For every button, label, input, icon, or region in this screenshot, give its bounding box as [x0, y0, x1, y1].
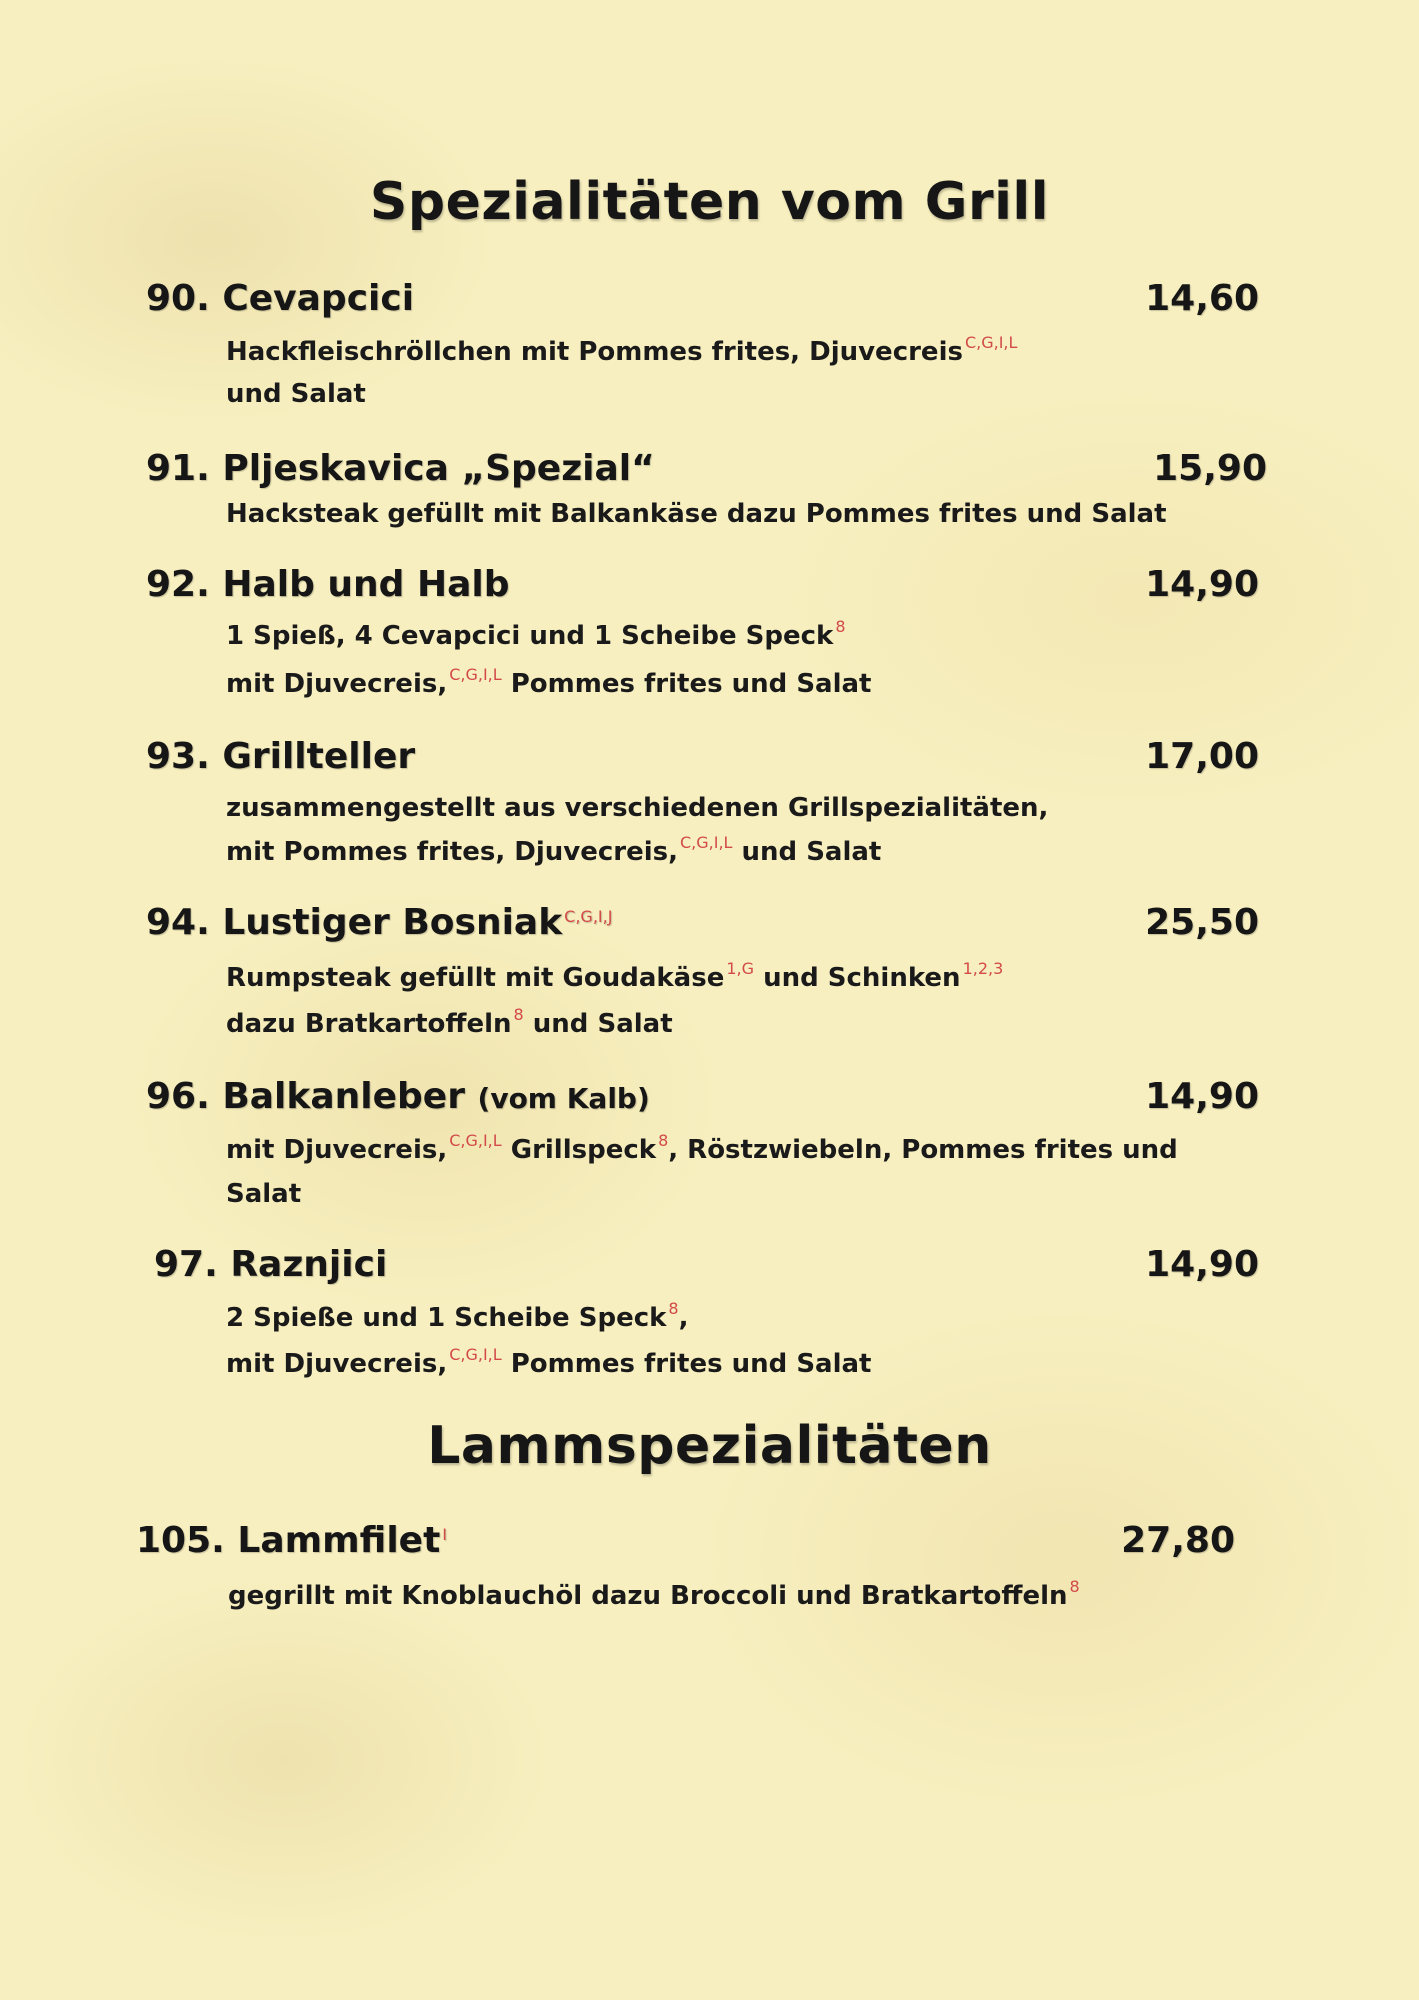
menu-item-96-desc-line1: mit Djuvecreis, $^{C,G,I,L}$ Grillspeck $^8$, Röstzwiebeln, Pommes frites und	[226, 1131, 1178, 1165]
allergen-code: 8	[513, 1005, 524, 1024]
allergen-code: C,G,I,L	[679, 833, 733, 852]
allergen-code: C,G,I,L	[964, 333, 1018, 352]
item-number: 96.	[146, 1076, 210, 1117]
menu-item-90-title	[146, 278, 414, 319]
menu-item-96-desc-line2: Salat	[226, 1179, 302, 1209]
menu-item-91-price: 15,90	[1153, 448, 1267, 489]
menu-item-93-desc-line2: mit Pommes frites, Djuvecreis, $^{C,G,I,L}$ und Salat	[226, 833, 882, 867]
item-name: Lustiger Bosniak	[222, 902, 563, 943]
allergen-code: C,G,I,J	[564, 907, 613, 926]
item-name-suffix: (vom Kalb)	[477, 1082, 650, 1115]
menu-item-97-desc-line1: 2 Spieße und 1 Scheibe Speck $^8$,	[226, 1299, 689, 1333]
item-number: 90.	[146, 278, 210, 319]
menu-item-94-price: 25,50	[1145, 902, 1259, 943]
menu-item-105-desc-line1: gegrillt mit Knoblauchöl dazu Broccoli und Bratkartoffeln $^8$	[228, 1577, 1080, 1611]
allergen-code: 1,2,3	[962, 959, 1004, 978]
item-name: Grillteller	[222, 736, 416, 777]
menu-item-94-title	[146, 902, 612, 943]
menu-item-93-price: 17,00	[1145, 736, 1259, 777]
item-name: Pljeskavica „Spezial“	[222, 448, 655, 489]
item-number: 97.	[154, 1244, 218, 1285]
section-heading-lamm: Lammspezialitäten	[427, 1416, 992, 1476]
item-name: Raznjici	[230, 1244, 388, 1285]
allergen-code: 1,G	[726, 959, 755, 978]
menu-item-97-price: 14,90	[1145, 1244, 1259, 1285]
allergen-code: 8	[1069, 1577, 1080, 1596]
item-number: 105.	[136, 1520, 225, 1561]
section-heading-grill: Spezialitäten vom Grill	[369, 172, 1050, 232]
allergen-code: C,G,I,L	[449, 1345, 502, 1364]
allergen-code: I	[442, 1525, 447, 1544]
menu-item-105-price: 27,80	[1121, 1520, 1235, 1561]
item-name: Lammfilet	[237, 1520, 441, 1561]
menu-item-94-desc-line1: Rumpsteak gefüllt mit Goudakäse $^{1,G}$ und Schinken $^{1,2,3}$	[226, 959, 1004, 993]
menu-item-90-price: 14,60	[1145, 278, 1259, 319]
menu-item-92-price: 14,90	[1145, 564, 1259, 605]
item-name: Halb und Halb	[222, 564, 510, 605]
item-number: 93.	[146, 736, 210, 777]
menu-item-92-desc-line1: 1 Spieß, 4 Cevapcici und 1 Scheibe Speck $^8$	[226, 617, 846, 651]
menu-item-90-desc-line2: und Salat	[226, 379, 366, 409]
menu-item-91-title	[146, 448, 655, 489]
allergen-code: 8	[668, 1299, 679, 1318]
item-number: 92.	[146, 564, 210, 605]
allergen-code: C,G,I,L	[449, 1131, 502, 1150]
menu-item-96-price: 14,90	[1145, 1076, 1259, 1117]
menu-item-96-title	[146, 1076, 650, 1117]
menu-item-97-title	[154, 1244, 387, 1285]
menu-item-93-desc-line1: zusammengestellt aus verschiedenen Grillspezialitäten,	[226, 793, 1049, 823]
menu-item-90-desc-line1: Hackfleischröllchen mit Pommes frites, Djuvecreis $^{C,G,I,L}$	[226, 333, 1018, 367]
item-number: 94.	[146, 902, 210, 943]
menu-item-91-desc-line1: Hacksteak gefüllt mit Balkankäse dazu Pommes frites und Salat	[226, 499, 1167, 529]
menu-item-105-title	[136, 1520, 447, 1561]
menu-item-93-title	[146, 736, 415, 777]
allergen-code: C,G,I,L	[449, 665, 502, 684]
menu-item-92-title	[146, 564, 509, 605]
menu-item-94-desc-line2: dazu Bratkartoffeln $^8$ und Salat	[226, 1005, 673, 1039]
menu-item-97-desc-line2: mit Djuvecreis, $^{C,G,I,L}$ Pommes frites und Salat	[226, 1345, 872, 1379]
item-number: 91.	[146, 448, 210, 489]
item-name: Balkanleber	[222, 1076, 465, 1117]
menu-item-92-desc-line2: mit Djuvecreis, $^{C,G,I,L}$ Pommes frites und Salat	[226, 665, 872, 699]
allergen-code: 8	[835, 617, 846, 636]
allergen-code: 8	[658, 1131, 669, 1150]
item-name: Cevapcici	[222, 278, 415, 319]
